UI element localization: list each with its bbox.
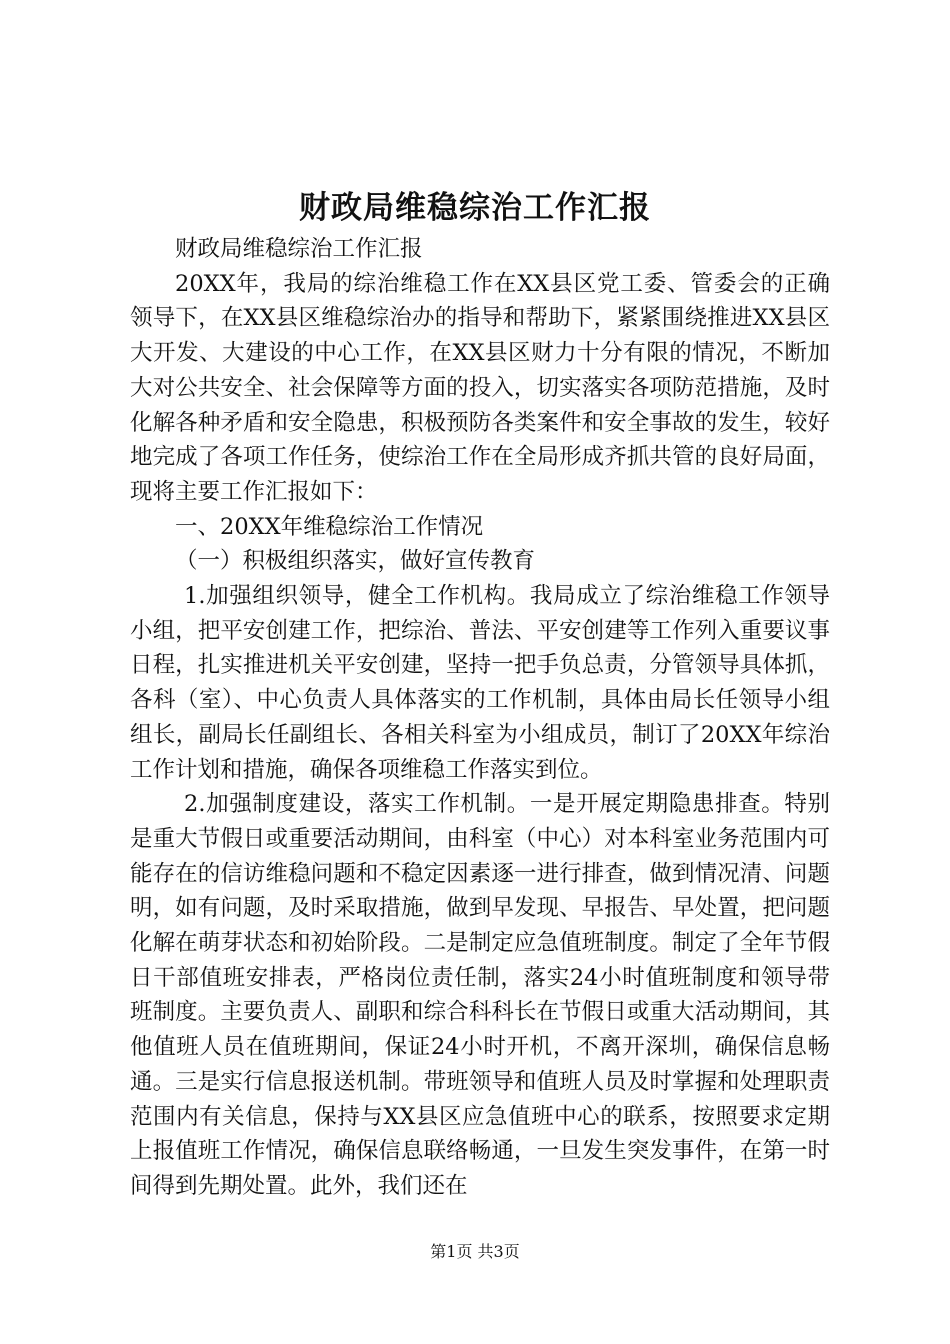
paragraph-item-1: 1.加强组织领导，健全工作机构。我局成立了综治维稳工作领导小组，把平安创建工作，把综治、普法、平安创建等工作列入重要议事日程，扎实推进机关平安创建，坚持一把手负总责，分管领导具体抓，各科（室）、中心负责人具体落实的工作机制，具体由局长任领导小组组长，副局长任副组长、各相关科室为小组成员，制订了20XX年综治工作计划和措施，确保各项维稳工作落实到位。 xyxy=(130,583,830,783)
paragraph-item-2: 2.加强制度建设，落实工作机制。一是开展定期隐患排查。特别是重大节假日或重要活动期间，由科室（中心）对本科室业务范围内可能存在的信访维稳问题和不稳定因素逐一进行排查，做到情况清、问题明，如有问题，及时采取措施，做到早发现、早报告、早处置，把问题化解在萌芽状态和初始阶段。二是制定应急值班制度。制定了全年节假日干部值班安排表，严格岗位责任制，落实24小时值班制度和领导带班制度。主要负责人、副职和综合科科长在节假日或重大活动期间，其他值班人员在值班期间，保证24小时开机，不离开深圳，确保信息畅通。三是实行信息报送机制。带班领导和值班人员及时掌握和处理职责范围内有关信息，保持与XX县区应急值班中心的联系，按照要求定期上报值班工作情况，确保信息联络畅通，一旦发生突发事件，在第一时间得到先期处置。此外，我们还在 xyxy=(130,791,830,1199)
page-footer: 第1页 共3页 xyxy=(430,1242,520,1261)
document-body xyxy=(130,232,830,1204)
paragraph-intro: 20XX年，我局的综治维稳工作在XX县区党工委、管委会的正确领导下，在XX县区维稳综治办的指导和帮助下，紧紧围绕推进XX县区大开发、大建设的中心工作，在XX县区财力十分有限的情况，不断加大对公共安全、社会保障等方面的投入，切实落实各项防范措施，及时化解各种矛盾和安全隐患，积极预防各类案件和安全事故的发生，较好地完成了各项工作任务，使综治工作在全局形成齐抓共管的良好局面，现将主要工作汇报如下： xyxy=(130,270,830,505)
section-heading: 一、20XX年维稳综治工作情况 xyxy=(175,513,484,540)
subsection-heading: （一）积极组织落实，做好宣传教育 xyxy=(175,548,536,575)
document-title: 财政局维稳综治工作汇报 xyxy=(299,190,651,226)
paragraph-subtitle: 财政局维稳综治工作汇报 xyxy=(175,236,423,262)
